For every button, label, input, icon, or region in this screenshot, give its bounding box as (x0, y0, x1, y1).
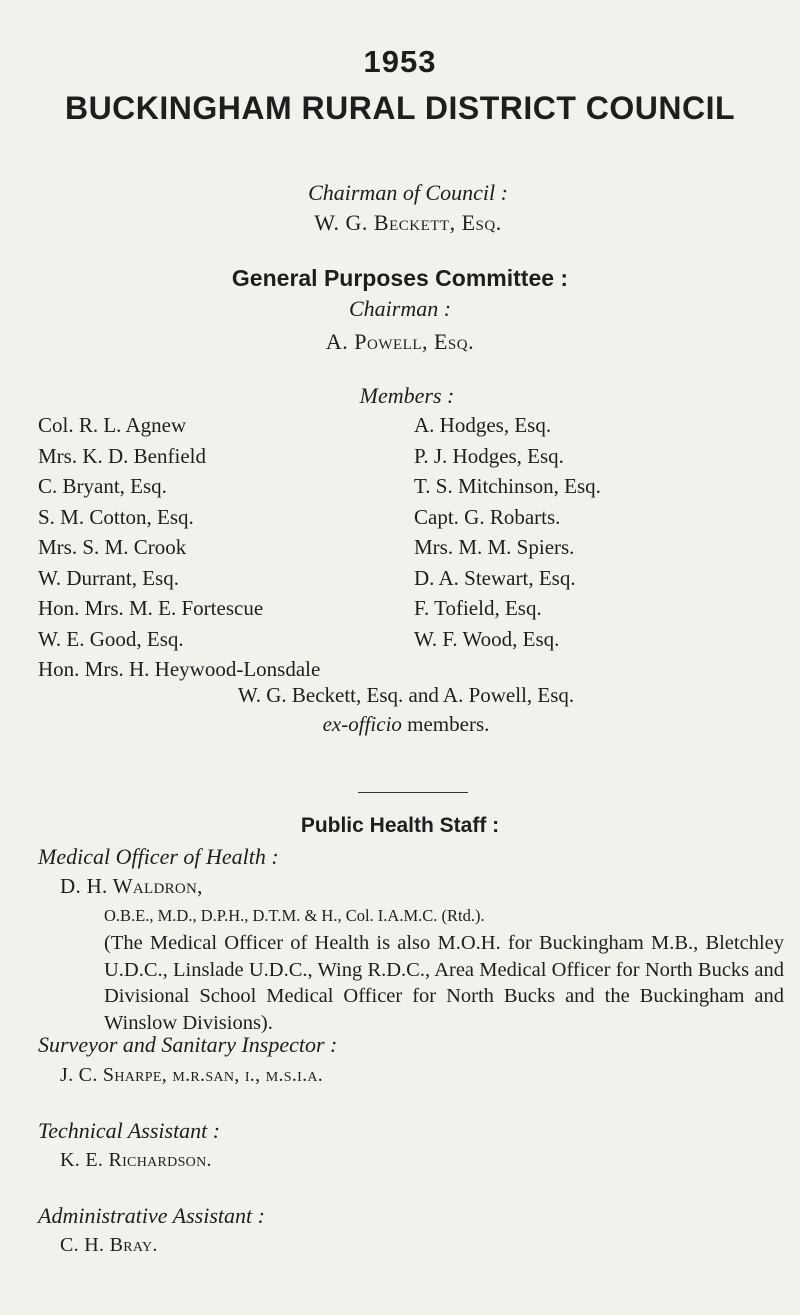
member-entry: S. M. Cotton, Esq. (38, 504, 194, 529)
public-health-title: Public Health Staff : (300, 814, 500, 837)
technical-assistant-name: K. E. Richardson. (60, 1149, 212, 1171)
member-entry: P. J. Hodges, Esq. (414, 443, 564, 468)
surveyor-label: Surveyor and Sanitary Inspector : (38, 1032, 338, 1057)
medical-officer-qualifications: O.B.E., M.D., D.P.H., D.T.M. & H., Col. I.A.M.C. (Rtd.). (104, 906, 485, 925)
medical-officer-name: D. H. Waldron, (60, 874, 203, 898)
ex-officio-line (0, 712, 800, 737)
general-purposes-chairman-name: A. Powell, Esq. (325, 329, 475, 354)
section-divider (358, 792, 468, 793)
general-purposes-title: General Purposes Committee : (231, 265, 569, 291)
medical-officer-label: Medical Officer of Health : (38, 844, 279, 869)
administrative-assistant-name: C. H. Bray. (60, 1234, 158, 1256)
members-label: Members : (359, 383, 455, 408)
member-entry: W. E. Good, Esq. (38, 626, 184, 651)
medical-officer-note: (The Medical Officer of Health is also M.O.H. for Buckingham M.B., Bletchley U.D.C., Linslade U.D.C., Wing R.D.C., Area Medical Officer for North Bucks and Divisional School Medical Officer for North Bucks and the Buckingham and Winslow Divisions). (104, 932, 784, 1034)
member-entry: Hon. Mrs. M. E. Fortescue (38, 596, 264, 620)
technical-assistant-label: Technical Assistant : (38, 1118, 221, 1143)
member-entry: Mrs. S. M. Crook (38, 535, 187, 559)
ex-officio-suffix: members. (401, 712, 490, 736)
member-entry: T. S. Mitchinson, Esq. (414, 474, 601, 498)
chairman-of-council-label: Chairman of Council : (308, 180, 508, 205)
chairman-of-council-name: W. G. Beckett, Esq. (314, 210, 502, 235)
member-entry: Hon. Mrs. H. Heywood-Lonsdale (38, 657, 321, 681)
member-entry: Col. R. L. Agnew (38, 413, 187, 437)
member-entry: D. A. Stewart, Esq. (414, 565, 576, 590)
member-entry: F. Tofield, Esq. (414, 596, 542, 620)
ex-officio-names: W. G. Beckett, Esq. and A. Powell, Esq. (237, 683, 575, 707)
member-entry: W. Durrant, Esq. (38, 565, 179, 590)
member-entry: W. F. Wood, Esq. (414, 626, 560, 651)
member-entry: Mrs. K. D. Benfield (38, 443, 206, 468)
ex-officio-term: ex-officio (322, 712, 402, 736)
report-year: 1953 (363, 44, 437, 79)
member-entry: Mrs. M. M. Spiers. (414, 535, 575, 559)
council-title: BUCKINGHAM RURAL DISTRICT COUNCIL (64, 90, 736, 126)
member-entry: Capt. G. Robarts. (414, 504, 561, 529)
administrative-assistant-label: Administrative Assistant : (38, 1203, 265, 1228)
member-entry: A. Hodges, Esq. (414, 413, 552, 437)
members-list-right (414, 410, 601, 654)
member-entry: C. Bryant, Esq. (38, 474, 167, 498)
general-purposes-chairman-label: Chairman : (348, 296, 452, 321)
surveyor-name: J. C. Sharpe, m.r.san, i., m.s.i.a. (60, 1064, 324, 1086)
members-list-left (38, 410, 320, 685)
